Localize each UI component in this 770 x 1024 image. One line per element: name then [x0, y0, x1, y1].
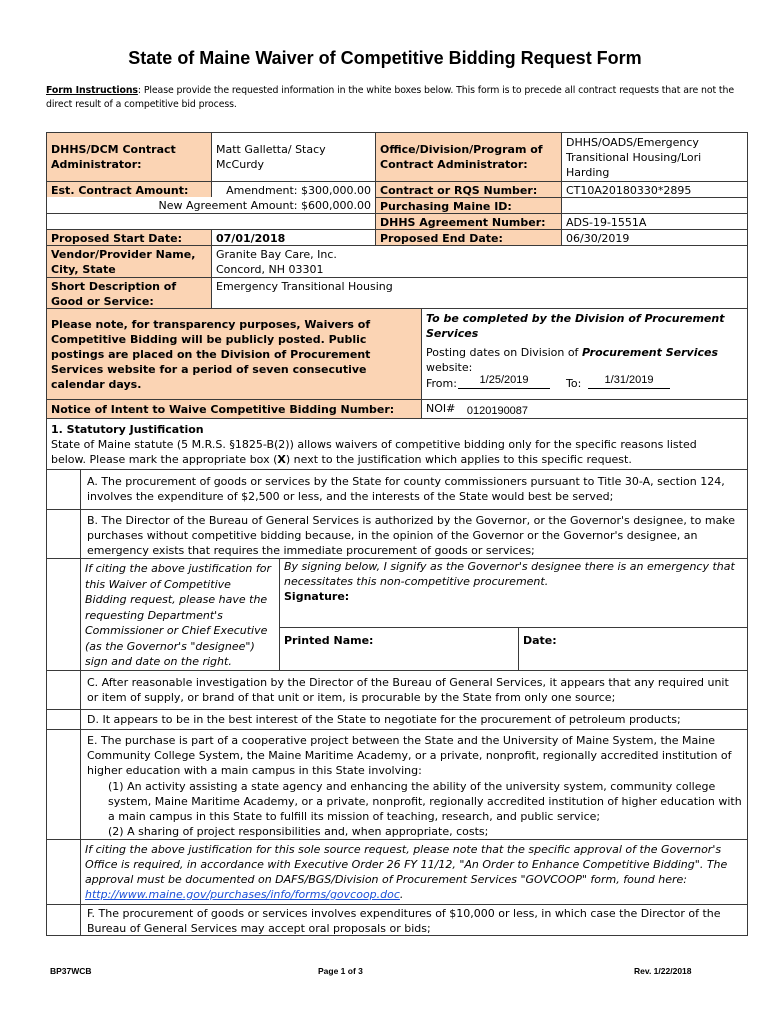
page-title: State of Maine Waiver of Competitive Bidding Request Form: [128, 48, 642, 68]
est-contract-amount-label: Est. Contract Amount:: [46, 181, 212, 198]
rqs-number-label: Contract or RQS Number:: [375, 181, 562, 198]
vendor-provider-label: Vendor/Provider Name, City, State: [46, 245, 212, 278]
purchasing-maine-id-label: Purchasing Maine ID:: [375, 197, 562, 214]
date-field[interactable]: Date:: [518, 627, 748, 671]
vendor-name: Granite Bay Care, Inc.: [216, 248, 337, 261]
dps-heading: To be completed by the Division of Procurement Services: [426, 312, 725, 340]
justification-d: D. It appears to be in the best interest of the State to negotiate for the procurement of petroleum products;: [80, 709, 748, 730]
proposed-end-date-label: Proposed End Date:: [375, 229, 562, 246]
citing-b-instructions: If citing the above justification for this Waiver of Competitive Bidding request, please have the requesting Department's Commissioner or Chief Executive (as the Governor's "designee") sign and date on the right.: [80, 558, 280, 671]
checkbox-c[interactable]: [46, 670, 81, 710]
to-label: To:: [566, 377, 582, 390]
amendment-amount: Amendment: $300,000.00: [226, 184, 371, 197]
transparency-notice: Please note, for transparency purposes, Waivers of Competitive Bidding will be publicly posted. Public postings are placed on the Division of Procurement Services website for a period of seven consecutive calendar days.: [46, 308, 422, 400]
justification-intro-1: State of Maine statute (5 M.R.S. §1825-B(2)) allows waivers of competitive bidding only for the specific reasons listed: [51, 438, 697, 451]
to-date-field[interactable]: 1/31/2019: [588, 373, 670, 389]
justification-heading: 1. Statutory Justification: [51, 423, 204, 436]
purchasing-maine-id-field[interactable]: [561, 197, 748, 214]
proposed-start-date-field[interactable]: 07/01/2018: [211, 229, 376, 246]
noi-number: 0120190087: [466, 405, 529, 417]
short-description-field[interactable]: Emergency Transitional Housing: [211, 277, 748, 309]
printed-name-field[interactable]: Printed Name:: [279, 627, 519, 671]
posting-website-text: website:: [426, 361, 473, 374]
justification-a: A. The procurement of goods or services by the State for county commissioners pursuant to Title 30-A, section 124, involves the expenditure of $2,500 or less, and the interests of the State would best be served;: [80, 469, 748, 510]
form-instructions: [46, 84, 751, 112]
from-date-field[interactable]: 1/25/2019: [458, 373, 550, 389]
office-division-label: Office/Division/Program of Contract Administrator:: [375, 132, 562, 182]
checkbox-f[interactable]: [46, 904, 81, 936]
noi-prefix: NOI#: [426, 402, 456, 415]
statutory-justification-header: [46, 418, 748, 470]
revision-date: Rev. 1/22/2018: [634, 966, 692, 976]
from-label: From:: [426, 377, 457, 390]
citing-e-spacer: [46, 839, 81, 905]
blank-field[interactable]: [46, 213, 376, 230]
office-division-field[interactable]: DHHS/OADS/Emergency Transitional Housing/Lori Harding: [561, 132, 748, 182]
form-code: BP37WCB: [50, 966, 92, 976]
page-number: Page 1 of 3: [318, 966, 363, 976]
citing-e-instructions: If citing the above justification for this sole source request, please note that the specific approval of the Governor's Office is required, in accordance with Executive Order 26 FY 11/12, "An Order to Enhance Competitive Bidding". The approval must be documented on DAFS/BGS/Division of Procurement Services "GOVCOOP" form, found here: http://www.maine.gov/purchases/info/forms/govcoop.doc.: [80, 839, 748, 905]
instructions-text: : Please provide the requested information in the white boxes below. This form is to precede all contract requests that are not the direct result of a competitive bid process.: [46, 85, 735, 110]
rqs-number-field[interactable]: CT10A20180330*2895: [561, 181, 748, 198]
signing-statement: By signing below, I signify as the Governor's designee there is an emergency that necessitates this non-competitive procurement.: [284, 560, 735, 588]
posting-dates-text: Posting dates on Division of Procurement Services: [426, 346, 718, 359]
signature-block-spacer: [46, 558, 81, 671]
govcoop-form-link[interactable]: http://www.maine.gov/purchases/info/forms/govcoop.doc: [85, 888, 400, 901]
proposed-end-date-field[interactable]: 06/30/2019: [561, 229, 748, 246]
justification-f: F. The procurement of goods or services involves expenditures of $10,000 or less, in which case the Director of the Bureau of General Services may accept oral proposals or bids;: [80, 904, 748, 936]
posting-date-range: [426, 375, 743, 391]
checkbox-e[interactable]: [46, 729, 81, 840]
instructions-label: Form Instructions: [46, 85, 138, 96]
checkbox-d[interactable]: [46, 709, 81, 730]
signature-field[interactable]: [279, 558, 748, 628]
noi-field[interactable]: [421, 399, 748, 419]
checkbox-b[interactable]: [46, 509, 81, 559]
vendor-provider-field[interactable]: [211, 245, 748, 278]
procurement-services-box: [421, 308, 748, 400]
short-description-label: Short Description of Good or Service:: [46, 277, 212, 309]
justification-c: C. After reasonable investigation by the Director of the Bureau of General Services, it appears that any required unit or item of supply, or brand of that unit or item, is procurable by the State from only one source;: [80, 670, 748, 710]
vendor-city: Concord, NH 03301: [216, 263, 324, 276]
noi-label: Notice of Intent to Waive Competitive Bidding Number:: [46, 399, 422, 419]
justification-b: B. The Director of the Bureau of General Services is authorized by the Governor, or the Governor's designee, to make purchases without competitive bidding because, in the opinion of the Governor or the Governor's designee, an emergency exists that requires the immediate procurement of goods or services;: [80, 509, 748, 559]
signature-label: Signature:: [284, 590, 350, 603]
dcm-contract-admin-label: DHHS/DCM Contract Administrator:: [46, 132, 212, 182]
checkbox-a[interactable]: [46, 469, 81, 510]
justification-e-text: E. The purchase is part of a cooperative project between the State and the University of Maine System, the Maine Community College System, the Maine Maritime Academy, or a private, nonprofit, regionally accredited institution of higher education with a main campus in this State involving:: [87, 734, 732, 777]
proposed-start-date-label: Proposed Start Date:: [46, 229, 212, 246]
justification-intro-2: below. Please mark the appropriate box (X) next to the justification which applies to this specific request.: [51, 453, 632, 466]
justification-e-1: (1) An activity assisting a state agency and enhancing the ability of the university system, community college system, Maine Maritime Academy, or a private, nonprofit, regionally accredited institution of higher education with a main campus in this State to fulfill its mission of teaching, research, and public service;: [108, 780, 742, 823]
new-agreement-amount-field[interactable]: New Agreement Amount: $600,000.00: [46, 197, 376, 214]
dhhs-agreement-number-field[interactable]: ADS-19-1551A: [561, 213, 748, 230]
dcm-contract-admin-field[interactable]: Matt Galletta/ Stacy McCurdy: [211, 132, 376, 182]
justification-e-2: (2) A sharing of project responsibilities and, when appropriate, costs;: [108, 825, 489, 838]
dhhs-agreement-number-label: DHHS Agreement Number:: [375, 213, 562, 230]
